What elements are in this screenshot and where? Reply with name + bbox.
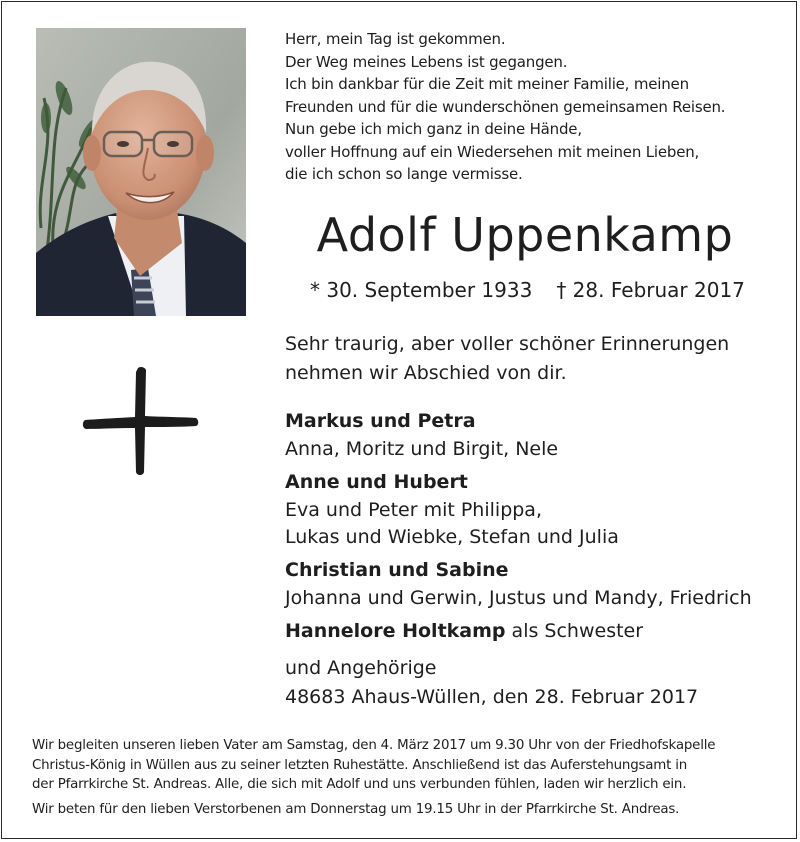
poem-line: Ich bin dankbar für die Zeit mit meiner Familie, meinen xyxy=(285,75,689,93)
farewell-text xyxy=(285,330,785,388)
family-group-name: Anne und Hubert xyxy=(285,471,468,493)
birth-date: * 30. September 1933 xyxy=(310,278,533,302)
sister-line xyxy=(285,617,785,646)
relatives-line: und Angehörige xyxy=(285,657,437,679)
funeral-notice xyxy=(32,736,782,819)
family-group-members: Johanna und Gerwin, Justus und Mandy, Friedrich xyxy=(285,587,752,609)
poem-line: Der Weg meines Lebens ist gegangen. xyxy=(285,52,568,71)
notice-line: Christus-König in Wüllen aus zu seiner letzten Ruhestätte. Anschließend ist das Auferstehungsamt in xyxy=(32,757,688,773)
deceased-name: Adolf Uppenkamp xyxy=(316,208,734,262)
family-group-members: Lukas und Wiebke, Stefan und Julia xyxy=(285,526,619,548)
family-group xyxy=(285,556,785,612)
poem-line: Nun gebe ich mich ganz in deine Hände, xyxy=(285,120,582,138)
poem-line: Freunden und für die wunderschönen gemeinsamen Reisen. xyxy=(285,97,726,116)
poem-line: voller Hoffnung auf ein Wiedersehen mit meinen Lieben, xyxy=(285,142,700,161)
family-group xyxy=(285,407,785,463)
cross-icon xyxy=(82,366,200,478)
notice-line: Wir begleiten unseren lieben Vater am Samstag, den 4. März 2017 um 9.30 Uhr von der Friedhofskapelle xyxy=(32,738,716,753)
poem-line: die ich schon so lange vermisse. xyxy=(285,165,523,183)
notice-line: der Pfarrkirche St. Andreas. Alle, die sich mit Adolf und uns verbunden fühlen, laden wir herzlich ein. xyxy=(32,777,687,792)
death-date: † 28. Februar 2017 xyxy=(556,278,745,302)
family-group-members: Anna, Moritz und Birgit, Nele xyxy=(285,438,559,460)
farewell-line: nehmen wir Abschied von dir. xyxy=(285,362,567,384)
family-group-members: Eva und Peter mit Philippa, xyxy=(285,499,542,521)
farewell-line: Sehr traurig, aber voller schöner Erinnerungen xyxy=(285,333,730,355)
life-dates xyxy=(310,276,780,304)
notice-line: Wir beten für den lieben Verstorbenen am Donnerstag um 19.15 Uhr in der Pfarrkirche St. Andreas. xyxy=(32,801,680,817)
poem-line: Herr, mein Tag ist gekommen. xyxy=(285,30,506,48)
poem xyxy=(285,28,785,186)
sister-name: Hannelore Holtkamp xyxy=(285,620,506,642)
family-group-name: Markus und Petra xyxy=(285,410,476,432)
family-group-name: Christian und Sabine xyxy=(285,559,509,581)
family-list xyxy=(285,407,785,683)
sister-role: als Schwester xyxy=(505,620,644,642)
portrait-photo xyxy=(36,28,246,316)
family-group xyxy=(285,468,785,551)
place-and-date: 48683 Ahaus-Wüllen, den 28. Februar 2017 xyxy=(285,686,699,708)
